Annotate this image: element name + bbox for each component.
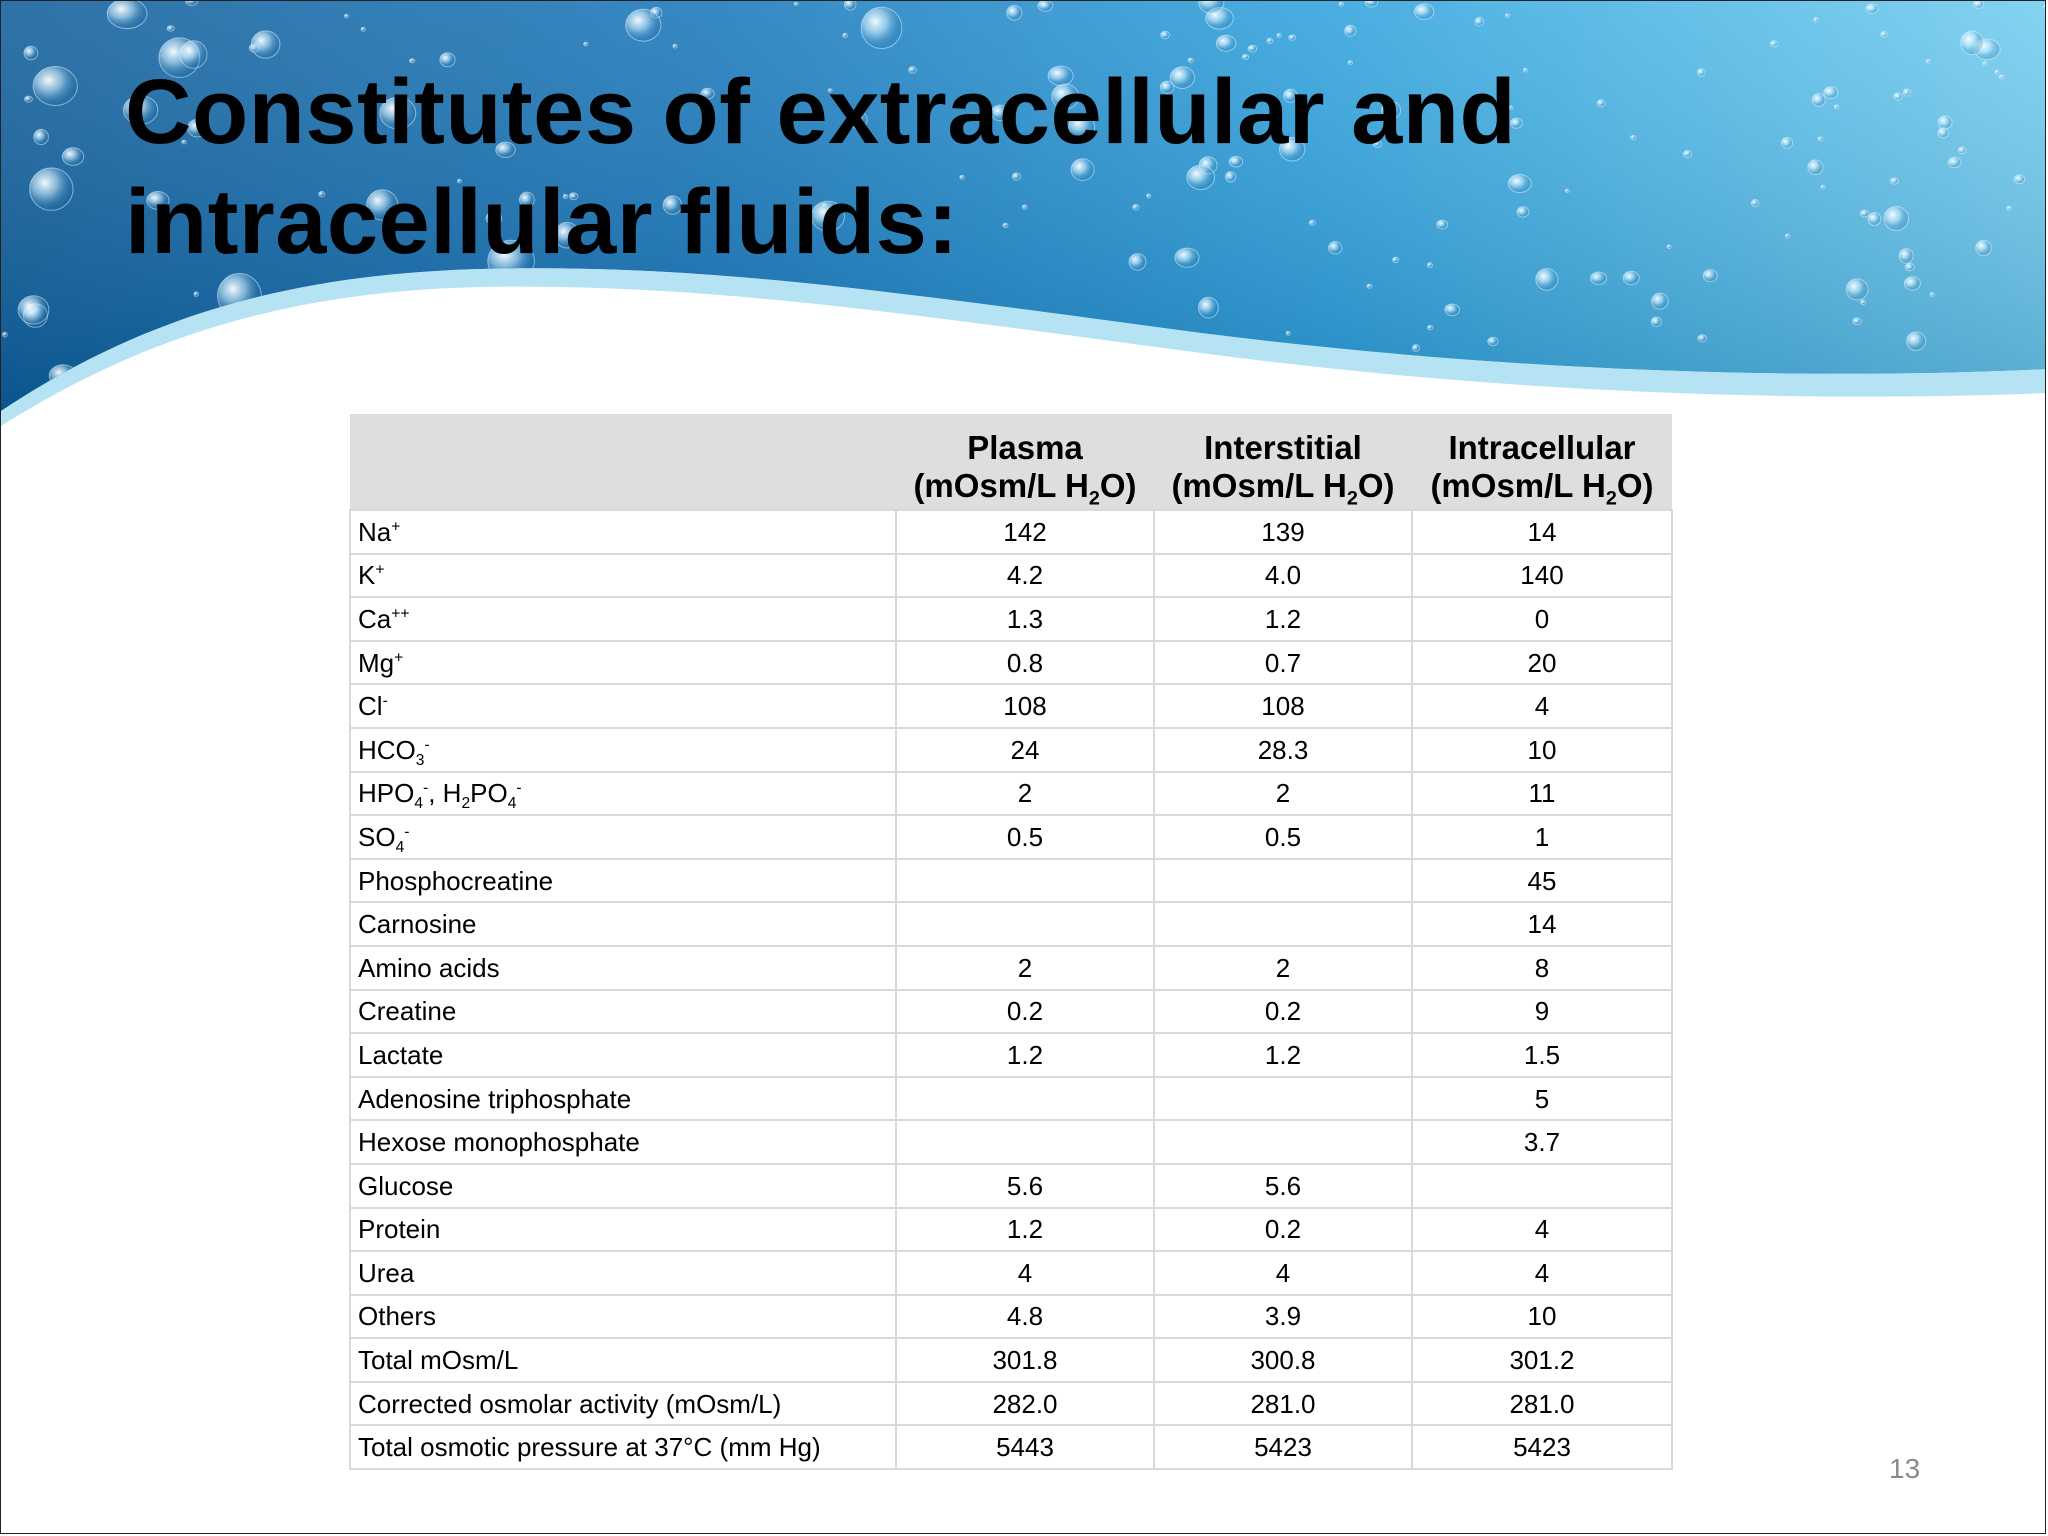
bubble-decoration [204, 347, 212, 354]
bubble-decoration [1367, 284, 1372, 288]
bubble-decoration [1853, 318, 1861, 325]
bubble-decoration [1203, 384, 1209, 389]
bubble-decoration [1866, 4, 1878, 13]
bubble-decoration [25, 96, 33, 102]
bubble-decoration [1894, 93, 1903, 100]
cell-interstitial: 2 [1154, 946, 1412, 990]
cell-interstitial: 300.8 [1154, 1338, 1412, 1382]
table-row [350, 1251, 1672, 1295]
bubble-decoration [186, 1, 198, 6]
cell-plasma: 2 [896, 772, 1154, 816]
row-label: Hexose monophosphate [350, 1120, 896, 1164]
row-label: $SO_4^-$ [350, 815, 896, 859]
bubble-decoration [794, 2, 798, 5]
bubble-decoration [1834, 105, 1838, 109]
cell-plasma: 4.2 [896, 554, 1154, 598]
row-label: $HPO_4^-$, $H_2PO_4^-$ [350, 772, 896, 816]
bubble-decoration [858, 369, 893, 395]
bubble-decoration [2014, 175, 2024, 184]
cell-plasma: 1.2 [896, 1033, 1154, 1077]
row-label: Creatine [350, 990, 896, 1034]
table-row [350, 597, 1672, 641]
bubble-decoration [1651, 317, 1661, 327]
bubble-decoration [24, 46, 38, 59]
bubble-decoration [335, 321, 360, 344]
cell-intracellular: 14 [1412, 510, 1672, 554]
table-row [350, 815, 1672, 859]
cell-intracellular: 9 [1412, 990, 1672, 1034]
bubble-decoration [194, 292, 199, 297]
bubble-decoration [1372, 384, 1376, 387]
bubble-decoration [626, 9, 661, 41]
bubble-decoration [1345, 25, 1356, 36]
table-row [350, 902, 1672, 946]
row-label: Urea [350, 1251, 896, 1295]
bubble-decoration [1445, 304, 1460, 316]
row-label: $HCO_3^-$ [350, 728, 896, 772]
cell-intracellular: 8 [1412, 946, 1672, 990]
bubble-decoration [694, 343, 701, 349]
bubble-decoration [1958, 147, 1966, 154]
cell-interstitial: 139 [1154, 510, 1412, 554]
bubble-decoration [251, 31, 280, 58]
bubble-decoration [18, 296, 49, 324]
bubble-decoration [1930, 293, 1934, 297]
bubble-decoration [1248, 45, 1257, 52]
bubble-decoration [1905, 263, 1914, 271]
table-row [350, 1208, 1672, 1252]
bubble-decoration [2044, 4, 2046, 9]
cell-interstitial [1154, 902, 1412, 946]
cell-plasma: 0.5 [896, 815, 1154, 859]
cell-intracellular: 1.5 [1412, 1033, 1672, 1077]
cell-interstitial: 1.2 [1154, 597, 1412, 641]
bubble-decoration [1339, 2, 1344, 6]
bubble-decoration [1488, 337, 1498, 345]
bubble-decoration [1475, 17, 1483, 26]
cell-interstitial: 3.9 [1154, 1295, 1412, 1339]
bubble-decoration [1007, 6, 1022, 21]
cell-plasma: 0.8 [896, 641, 1154, 685]
cell-plasma: 301.8 [896, 1338, 1154, 1382]
bubble-decoration [1289, 35, 1296, 40]
bubble-decoration [3, 332, 8, 337]
row-label: Carnosine [350, 902, 896, 946]
row-label: Others [350, 1295, 896, 1339]
cell-intracellular: 1 [1412, 815, 1672, 859]
row-label: Mg+ [350, 641, 896, 685]
cell-interstitial: 2 [1154, 772, 1412, 816]
bubble-decoration [1018, 359, 1026, 368]
cell-interstitial: 281.0 [1154, 1382, 1412, 1426]
bubble-decoration [364, 326, 388, 348]
bubble-decoration [1938, 128, 1949, 138]
bubble-decoration [1414, 4, 1433, 20]
cell-intracellular: 4 [1412, 684, 1672, 728]
bubble-decoration [1698, 335, 1707, 342]
row-label: Cl- [350, 684, 896, 728]
cell-intracellular: 4 [1412, 1251, 1672, 1295]
bubble-decoration [312, 355, 342, 384]
bubble-decoration [538, 344, 580, 385]
cell-plasma: 4 [896, 1251, 1154, 1295]
cell-plasma [896, 859, 1154, 903]
bubble-decoration [62, 148, 83, 166]
bubble-decoration [1444, 391, 1448, 395]
bubble-decoration [1861, 300, 1866, 305]
bubble-decoration [1412, 345, 1419, 352]
cell-interstitial: 1.2 [1154, 1033, 1412, 1077]
cell-interstitial [1154, 1120, 1412, 1164]
bubble-decoration [1770, 41, 1778, 47]
cell-plasma: 4.8 [896, 1295, 1154, 1339]
header-plasma: Plasma (mOsm/L $H_2O$) [896, 414, 1154, 510]
bubble-decoration [1938, 116, 1952, 129]
bubble-decoration [167, 26, 174, 31]
bubble-decoration [861, 7, 902, 48]
cell-interstitial: 5.6 [1154, 1164, 1412, 1208]
table-row [350, 554, 1672, 598]
cell-interstitial: 0.2 [1154, 990, 1412, 1034]
cell-intracellular: 10 [1412, 728, 1672, 772]
row-label: Phosphocreatine [350, 859, 896, 903]
bubble-decoration [584, 42, 588, 46]
bubble-decoration [1881, 32, 1887, 38]
bubble-decoration [1286, 331, 1290, 335]
table-row [350, 1425, 1672, 1469]
bubble-decoration [631, 306, 636, 310]
bubble-decoration [30, 168, 73, 210]
row-label: Na+ [350, 510, 896, 554]
bubble-decoration [1899, 249, 1913, 264]
bubble-decoration [311, 307, 319, 313]
bubble-decoration [1824, 87, 1838, 99]
table-row [350, 684, 1672, 728]
cell-plasma: 0.2 [896, 990, 1154, 1034]
bubble-decoration [1267, 38, 1273, 43]
row-label: Amino acids [350, 946, 896, 990]
bubble-decoration [480, 362, 486, 366]
cell-intracellular: 10 [1412, 1295, 1672, 1339]
table-row [350, 1382, 1672, 1426]
cell-interstitial: 4.0 [1154, 554, 1412, 598]
cell-interstitial: 0.7 [1154, 641, 1412, 685]
bubble-decoration [1974, 1, 1984, 8]
row-label: Ca++ [350, 597, 896, 641]
cell-plasma: 108 [896, 684, 1154, 728]
cell-plasma: 24 [896, 728, 1154, 772]
bubble-decoration [1652, 293, 1669, 309]
cell-intracellular: 4 [1412, 1208, 1672, 1252]
bubble-decoration [1999, 75, 2004, 79]
bubble-decoration [1427, 325, 1433, 329]
bubble-decoration [1891, 178, 1899, 184]
row-label: Corrected osmolar activity (mOsm/L) [350, 1382, 896, 1426]
table-row [350, 1295, 1672, 1339]
bubble-decoration [538, 373, 584, 420]
bubble-decoration [844, 1, 856, 10]
cell-plasma: 2 [896, 946, 1154, 990]
cell-intracellular: 140 [1412, 554, 1672, 598]
bubble-decoration [1216, 35, 1236, 51]
row-label: K+ [350, 554, 896, 598]
cell-interstitial: 0.2 [1154, 1208, 1412, 1252]
bubble-decoration [1868, 213, 1881, 226]
row-label: Protein [350, 1208, 896, 1252]
fluid-constituents-table [349, 414, 1673, 1470]
cell-intracellular [1412, 1164, 1672, 1208]
table-row [350, 510, 1672, 554]
bubble-decoration [1277, 34, 1281, 38]
bubble-decoration [1907, 332, 1926, 351]
cell-intracellular: 11 [1412, 772, 1672, 816]
cell-plasma [896, 902, 1154, 946]
cell-intracellular: 5423 [1412, 1425, 1672, 1469]
bubble-decoration [1926, 60, 1931, 64]
cell-plasma: 1.2 [896, 1208, 1154, 1252]
bubble-decoration [1505, 14, 1509, 17]
bubble-decoration [1860, 210, 1869, 217]
bubble-decoration [1846, 279, 1868, 300]
bubble-decoration [673, 44, 677, 48]
bubble-decoration [1199, 297, 1219, 318]
bubble-decoration [34, 129, 49, 144]
bubble-decoration [1884, 207, 1909, 231]
table-row [350, 1164, 1672, 1208]
table-row [350, 1338, 1672, 1382]
bubble-decoration [361, 27, 365, 31]
bubble-decoration [634, 321, 648, 336]
bubble-decoration [818, 322, 838, 338]
table-row [350, 1077, 1672, 1121]
bubble-decoration [340, 312, 358, 327]
bubble-decoration [843, 33, 848, 37]
cell-plasma: 5.6 [896, 1164, 1154, 1208]
cell-plasma: 5443 [896, 1425, 1154, 1469]
cell-plasma: 1.3 [896, 597, 1154, 641]
bubble-decoration [516, 332, 548, 362]
bubble-decoration [1161, 31, 1170, 38]
table-row [350, 772, 1672, 816]
cell-intracellular: 20 [1412, 641, 1672, 685]
row-label: Adenosine triphosphate [350, 1077, 896, 1121]
table-header-row [350, 414, 1672, 510]
table-row [350, 1120, 1672, 1164]
cell-interstitial [1154, 1077, 1412, 1121]
cell-plasma [896, 1077, 1154, 1121]
cell-intracellular: 301.2 [1412, 1338, 1672, 1382]
bubble-decoration [1948, 157, 1961, 167]
header-intracellular: Intracellular (mOsm/L $H_2O$) [1412, 414, 1672, 510]
cell-intracellular: 281.0 [1412, 1382, 1672, 1426]
bubble-decoration [683, 365, 703, 382]
cell-interstitial: 5423 [1154, 1425, 1412, 1469]
cell-intracellular: 14 [1412, 902, 1672, 946]
header-constituent [350, 414, 896, 510]
bubble-decoration [107, 1, 147, 29]
bubble-decoration [1904, 277, 1920, 290]
bubble-decoration [1976, 240, 1992, 255]
bubble-decoration [1365, 1, 1377, 7]
header-interstitial: Interstitial (mOsm/L $H_2O$) [1154, 414, 1412, 510]
table-row [350, 1033, 1672, 1077]
cell-intracellular: 5 [1412, 1077, 1672, 1121]
cell-plasma [896, 1120, 1154, 1164]
slide-title: Constitutes of extracellular and intracellular fluids: [125, 61, 1517, 273]
cell-intracellular: 3.7 [1412, 1120, 1672, 1164]
bubble-decoration [1983, 62, 1988, 66]
page-number: 13 [1889, 1453, 1921, 1484]
bubble-decoration [33, 67, 77, 106]
bubble-decoration [1961, 31, 1984, 55]
bubble-decoration [605, 315, 610, 319]
cell-interstitial: 0.5 [1154, 815, 1412, 859]
table-row [350, 990, 1672, 1034]
bubble-decoration [1995, 70, 1999, 74]
bubble-decoration [1903, 89, 1910, 96]
cell-interstitial: 108 [1154, 684, 1412, 728]
table-row [350, 859, 1672, 903]
cell-plasma: 282.0 [896, 1382, 1154, 1426]
row-label: Total osmotic pressure at 37°C (mm Hg) [350, 1425, 896, 1469]
bubble-decoration [344, 14, 348, 18]
bubble-decoration [1814, 17, 1819, 22]
cell-interstitial [1154, 859, 1412, 903]
bubble-decoration [375, 299, 383, 307]
table-row [350, 946, 1672, 990]
cell-plasma: 142 [896, 510, 1154, 554]
table-row [350, 641, 1672, 685]
bubble-decoration [1038, 1, 1053, 11]
bubble-decoration [2007, 206, 2012, 210]
cell-intracellular: 0 [1412, 597, 1672, 641]
row-label: Lactate [350, 1033, 896, 1077]
cell-interstitial: 4 [1154, 1251, 1412, 1295]
table-row [350, 728, 1672, 772]
row-label: Glucose [350, 1164, 896, 1208]
cell-intracellular: 45 [1412, 859, 1672, 903]
cell-interstitial: 28.3 [1154, 728, 1412, 772]
bubble-decoration [268, 354, 281, 364]
row-label: Total mOsm/L [350, 1338, 896, 1382]
